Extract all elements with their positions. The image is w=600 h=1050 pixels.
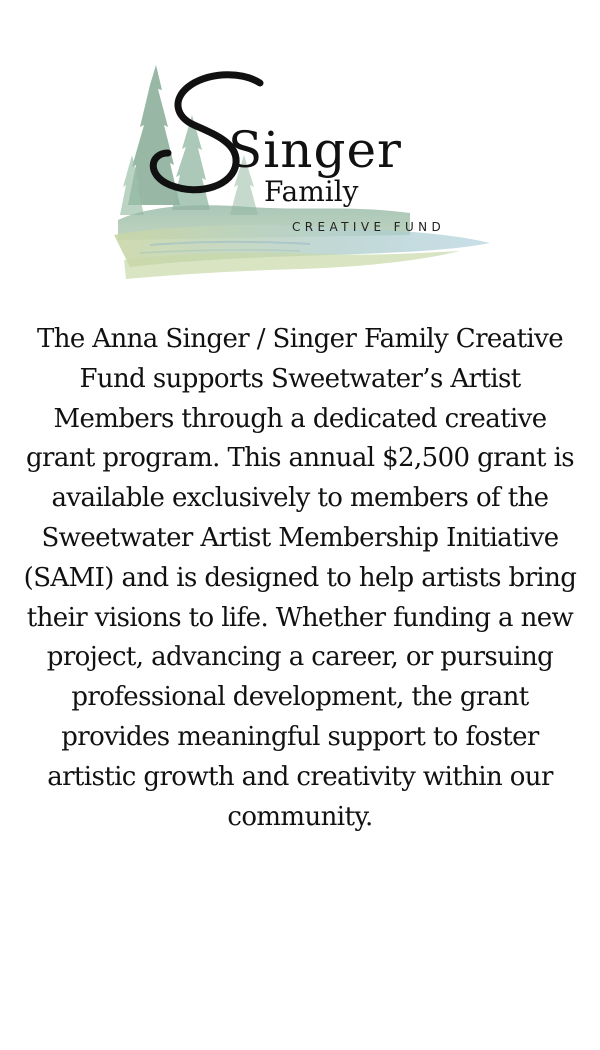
singer-family-creative-fund-logo	[110, 55, 500, 290]
fund-description-paragraph: The Anna Singer / Singer Family Creative Fund supports Sweetwater’s Artist Members through a dedicated creative grant program. This annual $2,500 grant is available exclusively to members of the Sweetwater Artist Membership Initiative (SAMI) and is designed to help artists bring their visions to life. Whether funding a new project, advancing a career, or pursuing professional development, the grant provides meaningful support to foster artistic growth and creativity within our community.	[23, 324, 577, 832]
logo-creative-fund: CREATIVE FUND	[292, 220, 446, 234]
logo-name-family: Family	[264, 175, 359, 208]
logo-name-singer: Singer	[228, 121, 402, 179]
